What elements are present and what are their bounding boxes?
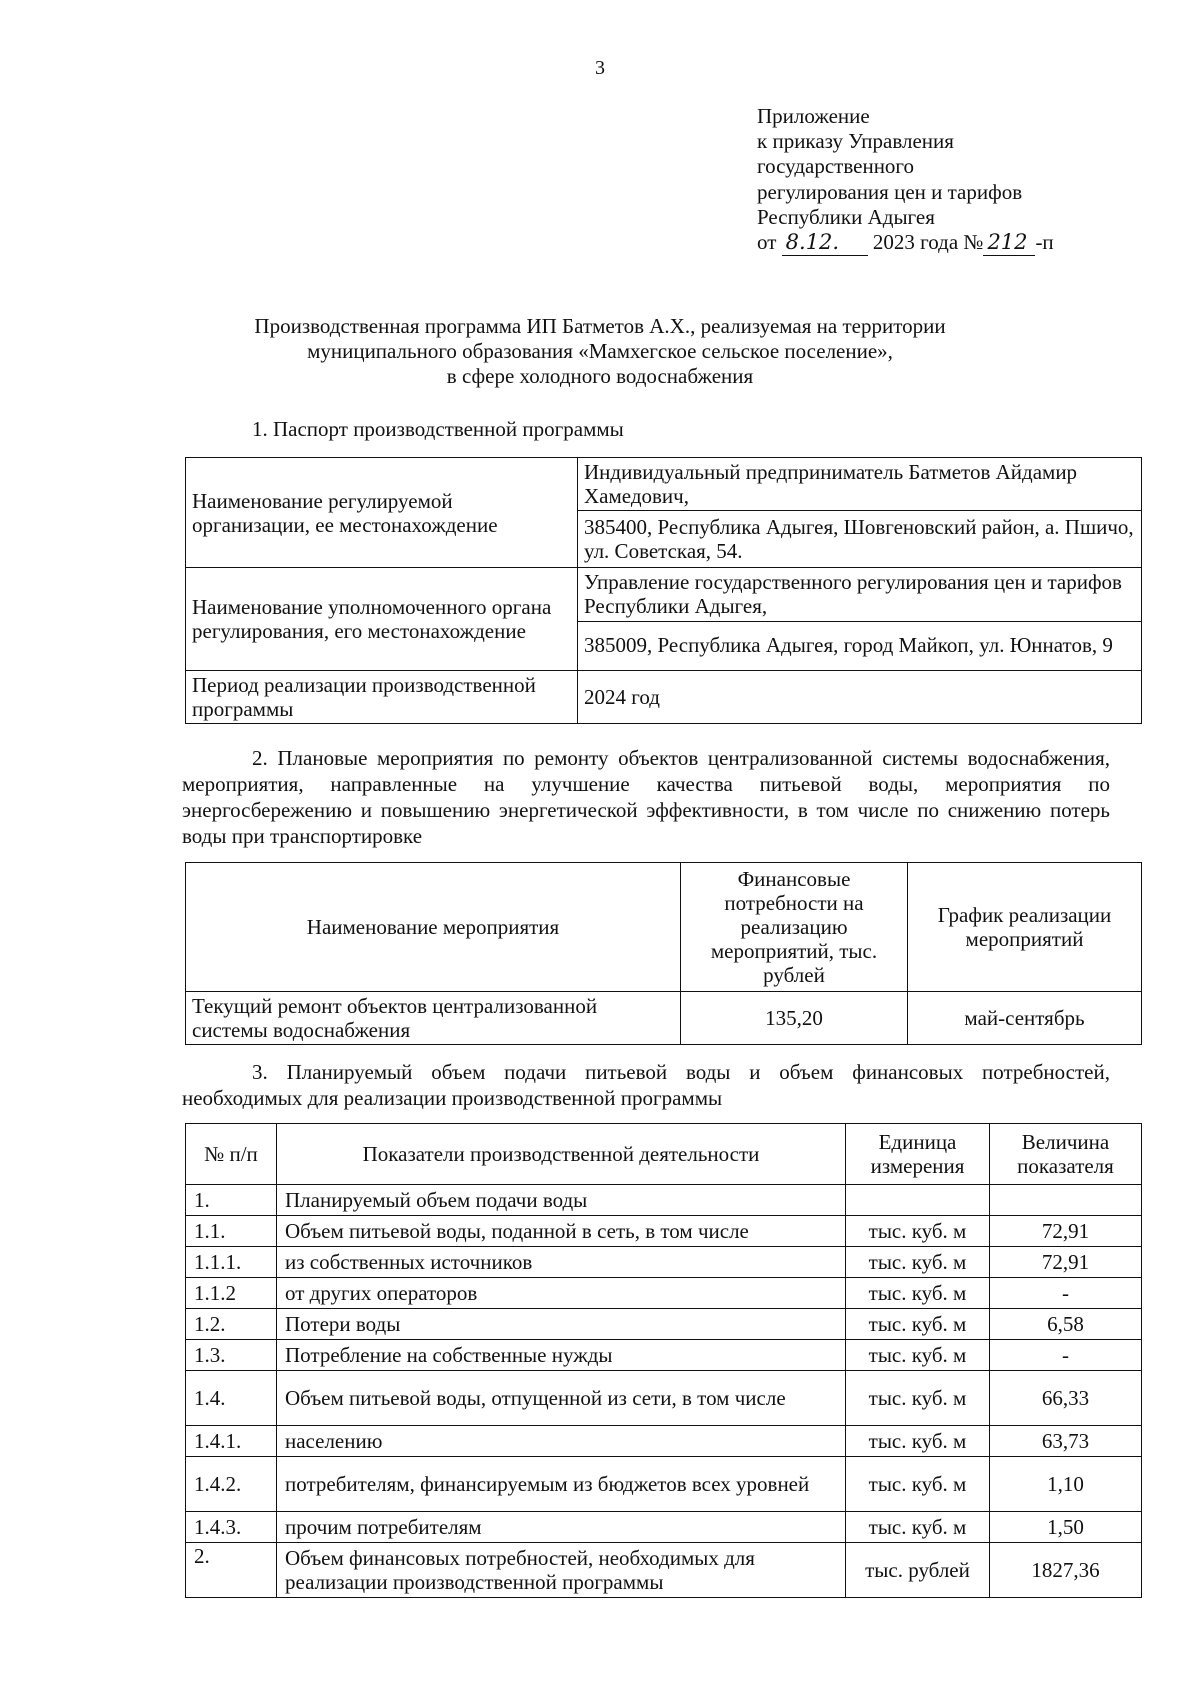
row-name: от других операторов: [277, 1278, 846, 1309]
passport-table: [185, 457, 1142, 724]
row-number: 1.1.1.: [186, 1247, 277, 1278]
date-prefix: от: [757, 229, 777, 254]
table-row: [186, 1543, 1142, 1598]
row-unit: тыс. куб. м: [846, 1216, 990, 1247]
row-name: населению: [277, 1426, 846, 1457]
document-title: [180, 314, 1020, 390]
row-name: Планируемый объем подачи воды: [277, 1185, 846, 1216]
column-header: Финансовые потребности на реализацию мероприятий, тыс. рублей: [681, 863, 908, 992]
passport-value: 385400, Республика Адыгея, Шовгеновский район, а. Пшичо, ул. Советская, 54.: [578, 511, 1142, 568]
row-value: 72,91: [990, 1247, 1142, 1278]
row-name: Объем финансовых потребностей, необходимых для реализации производственной программы: [277, 1543, 846, 1598]
row-number: 1.1.2: [186, 1278, 277, 1309]
row-number: 1.2.: [186, 1309, 277, 1340]
row-unit: тыс. куб. м: [846, 1278, 990, 1309]
row-value: [990, 1185, 1142, 1216]
column-header: № п/п: [186, 1124, 277, 1185]
column-header: Величина показателя: [990, 1124, 1142, 1185]
activities-table: [185, 862, 1142, 1045]
title-line: Производственная программа ИП Батметов А.Х., реализуемая на территории: [254, 314, 946, 338]
row-value: 66,33: [990, 1371, 1142, 1426]
row-value: 1,50: [990, 1512, 1142, 1543]
handwritten-number: 212: [983, 230, 1035, 256]
row-value: 63,73: [990, 1426, 1142, 1457]
row-name: из собственных источников: [277, 1247, 846, 1278]
passport-value: 385009, Республика Адыгея, город Майкоп, ул. Юннатов, 9: [578, 621, 1142, 670]
date-year: 2023 года №: [872, 229, 984, 254]
page-number: 3: [595, 57, 605, 79]
column-header: Показатели производственной деятельности: [277, 1124, 846, 1185]
row-value: 72,91: [990, 1216, 1142, 1247]
table-row: [186, 1247, 1142, 1278]
passport-label: Наименование регулируемой организации, ее местонахождение: [186, 458, 578, 568]
row-number: 1.4.: [186, 1371, 277, 1426]
title-line: в сфере холодного водоснабжения: [446, 364, 754, 389]
row-unit: тыс. куб. м: [846, 1512, 990, 1543]
row-unit: тыс. рублей: [846, 1543, 990, 1598]
passport-value: 2024 год: [578, 670, 1142, 723]
table-row: [186, 1512, 1142, 1543]
table-row: [186, 1185, 1142, 1216]
row-unit: тыс. куб. м: [846, 1340, 990, 1371]
appendix-line: Республики Адыгея: [757, 204, 935, 229]
section3-heading: 3. Планируемый объем подачи питьевой воды и объем финансовых потребностей, необходимых для реализации производственной программы: [182, 1060, 1110, 1111]
row-value: -: [990, 1340, 1142, 1371]
row-unit: тыс. куб. м: [846, 1247, 990, 1278]
passport-label: Наименование уполномоченного органа регулирования, его местонахождение: [186, 568, 578, 670]
handwritten-date: 8.12.: [782, 230, 868, 256]
row-number: 1.4.3.: [186, 1512, 277, 1543]
row-name: Объем питьевой воды, отпущенной из сети, в том числе: [277, 1371, 846, 1426]
appendix-line: Приложение: [757, 104, 870, 128]
appendix-line: государственного: [757, 154, 915, 179]
row-value: -: [990, 1278, 1142, 1309]
row-unit: [846, 1185, 990, 1216]
section2-heading: 2. Плановые мероприятия по ремонту объектов централизованной системы водоснабжения, мероприятия, направленные на улучшение качества питьевой воды, мероприятия по энергосбережению и повышению энергетической эффективности, в том числе по снижению потерь воды при транспортировке: [182, 746, 1110, 849]
passport-label: Период реализации производственной программы: [186, 670, 578, 723]
activity-name: Текущий ремонт объектов централизованной системы водоснабжения: [186, 992, 681, 1045]
activity-schedule: май-сентябрь: [908, 992, 1142, 1045]
appendix-line: регулирования цен и тарифов: [757, 179, 1023, 204]
row-name: Объем питьевой воды, поданной в сеть, в том числе: [277, 1216, 846, 1247]
row-unit: тыс. куб. м: [846, 1371, 990, 1426]
row-number: 1.3.: [186, 1340, 277, 1371]
table-row: [186, 1278, 1142, 1309]
appendix-block: [757, 104, 1177, 256]
row-unit: тыс. куб. м: [846, 1457, 990, 1512]
table-row: [186, 1309, 1142, 1340]
row-value: 6,58: [990, 1309, 1142, 1340]
table-row: [186, 1371, 1142, 1426]
row-number: 1.4.2.: [186, 1457, 277, 1512]
passport-value: Индивидуальный предприниматель Батметов Айдамир Хамедович,: [578, 458, 1142, 511]
row-name: прочим потребителям: [277, 1512, 846, 1543]
row-number: 1.4.1.: [186, 1426, 277, 1457]
row-name: Потребление на собственные нужды: [277, 1340, 846, 1371]
row-unit: тыс. куб. м: [846, 1426, 990, 1457]
order-date-line: [757, 230, 1177, 256]
column-header: Единица измерения: [846, 1124, 990, 1185]
row-unit: тыс. куб. м: [846, 1309, 990, 1340]
table-row: [186, 1216, 1142, 1247]
number-suffix: -п: [1035, 229, 1054, 254]
column-header: Наименование мероприятия: [186, 863, 681, 992]
section1-heading: 1. Паспорт производственной программы: [252, 417, 624, 441]
row-number: 1.: [186, 1185, 277, 1216]
row-value: 1,10: [990, 1457, 1142, 1512]
activity-cost: 135,20: [681, 992, 908, 1045]
table-row: [186, 1457, 1142, 1512]
row-number: 2.: [186, 1543, 277, 1598]
table-row: [186, 1340, 1142, 1371]
row-name: Потери воды: [277, 1309, 846, 1340]
indicators-table: [185, 1123, 1142, 1598]
row-number: 1.1.: [186, 1216, 277, 1247]
column-header: График реализации мероприятий: [908, 863, 1142, 992]
row-name: потребителям, финансируемым из бюджетов всех уровней: [277, 1457, 846, 1512]
appendix-line: к приказу Управления: [757, 129, 954, 154]
table-row: [186, 1426, 1142, 1457]
passport-value: Управление государственного регулирования цен и тарифов Республики Адыгея,: [578, 568, 1142, 621]
title-line: муниципального образования «Мамхегское сельское поселение»,: [307, 339, 893, 364]
row-value: 1827,36: [990, 1543, 1142, 1598]
